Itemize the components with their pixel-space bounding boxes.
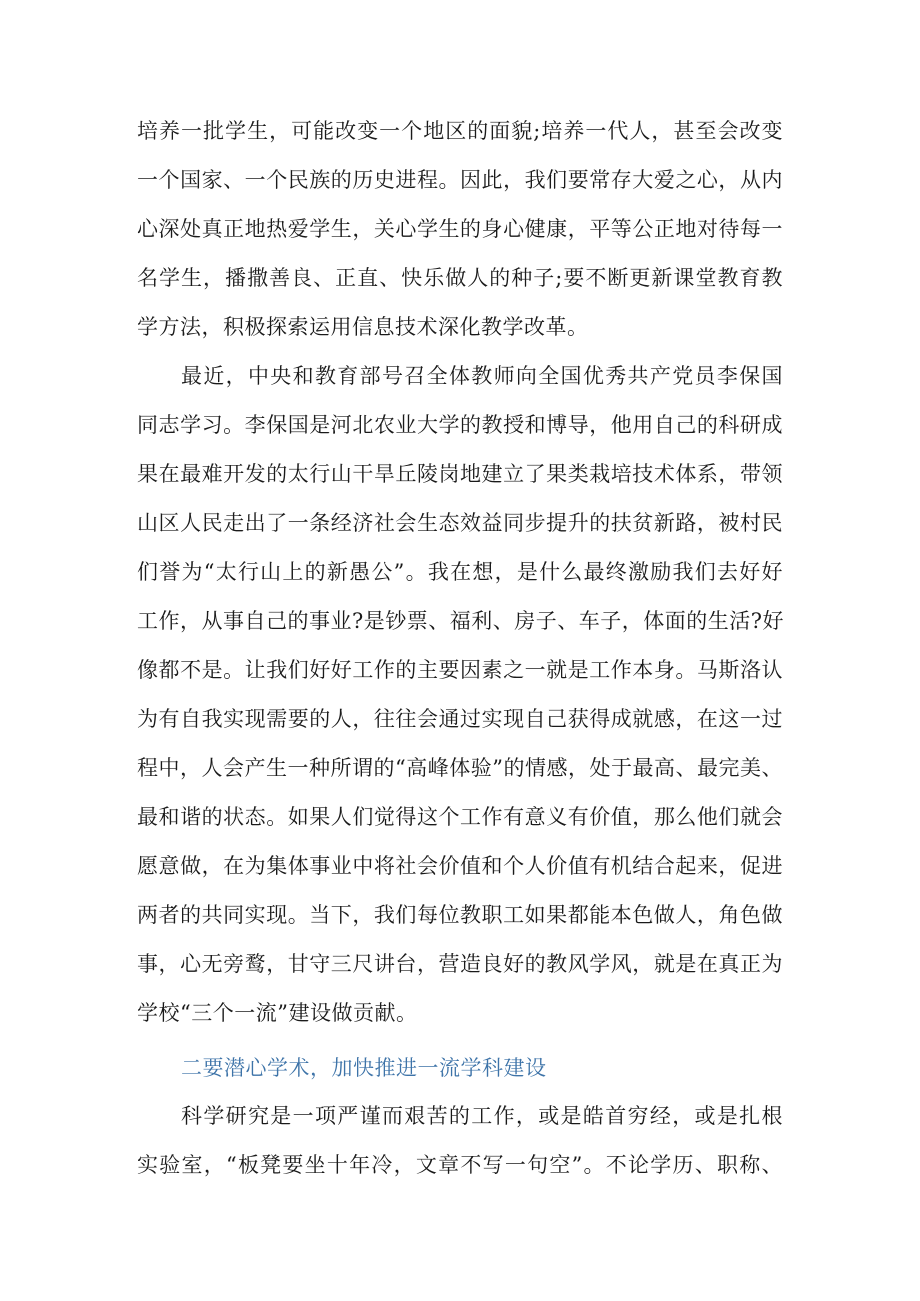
paragraph-1-line-2: 一个国家、一个民族的历史进程。因此，我们要常存大爱之心，从内 (137, 168, 783, 192)
paragraph-2-line-13: 事，心无旁鹜，甘守三尺讲台，营造良好的教风学风，就是在真正为 (137, 952, 783, 976)
paragraph-2-line-8: 为有自我实现需要的人，往往会通过实现自己获得成就感，在这一过 (137, 707, 783, 731)
paragraph-2-line-5: 们誉为“太行山上的新愚公”。我在想，是什么最终激励我们去好好 (137, 560, 783, 584)
paragraph-2-line-4: 山区人民走出了一条经济社会生态效益同步提升的扶贫新路，被村民 (137, 511, 783, 535)
paragraph-2-line-3: 果在最难开发的太行山干旱丘陵岗地建立了果类栽培技术体系，带领 (137, 462, 783, 486)
paragraph-2-line-6: 工作，从事自己的事业?是钞票、福利、房子、车子，体面的生活?好 (137, 609, 785, 633)
paragraph-2-line-14: 学校“三个一流”建设做贡献。 (137, 1001, 418, 1025)
paragraph-3-line-2: 实验室，“板凳要坐十年冷，文章不写一句空”。不论学历、职称、 (137, 1153, 783, 1177)
paragraph-1-line-5: 学方法，积极探索运用信息技术深化教学改革。 (137, 315, 589, 339)
paragraph-1-line-4: 名学生，播撒善良、正直、快乐做人的种子;要不断更新课堂教育教 (137, 266, 783, 290)
paragraph-2-line-2: 同志学习。李保国是河北农业大学的教授和博导，他用自己的科研成 (137, 413, 783, 437)
paragraph-2-line-9: 程中，人会产生一种所谓的“高峰体验”的情感，处于最高、最完美、 (137, 756, 783, 780)
paragraph-2-line-10: 最和谐的状态。如果人们觉得这个工作有意义有价值，那么他们就会 (137, 805, 783, 829)
paragraph-1-line-1: 培养一批学生，可能改变一个地区的面貌;培养一代人，甚至会改变 (137, 119, 783, 143)
paragraph-2-line-7: 像都不是。让我们好好工作的主要因素之一就是工作本身。马斯洛认 (137, 658, 783, 682)
paragraph-3-line-1: 科学研究是一项严谨而艰苦的工作，或是皓首穷经，或是扎根 (181, 1104, 783, 1128)
section-heading: 二要潜心学术，加快推进一流学科建设 (181, 1056, 547, 1080)
paragraph-1-line-3: 心深处真正地热爱学生，关心学生的身心健康，平等公正地对待每一 (137, 217, 783, 241)
paragraph-2-line-12: 两者的共同实现。当下，我们每位教职工如果都能本色做人，角色做 (137, 903, 783, 927)
paragraph-2-line-1: 最近，中央和教育部号召全体教师向全国优秀共产党员李保国 (181, 364, 783, 388)
paragraph-2-line-11: 愿意做，在为集体事业中将社会价值和个人价值有机结合起来，促进 (137, 854, 783, 878)
